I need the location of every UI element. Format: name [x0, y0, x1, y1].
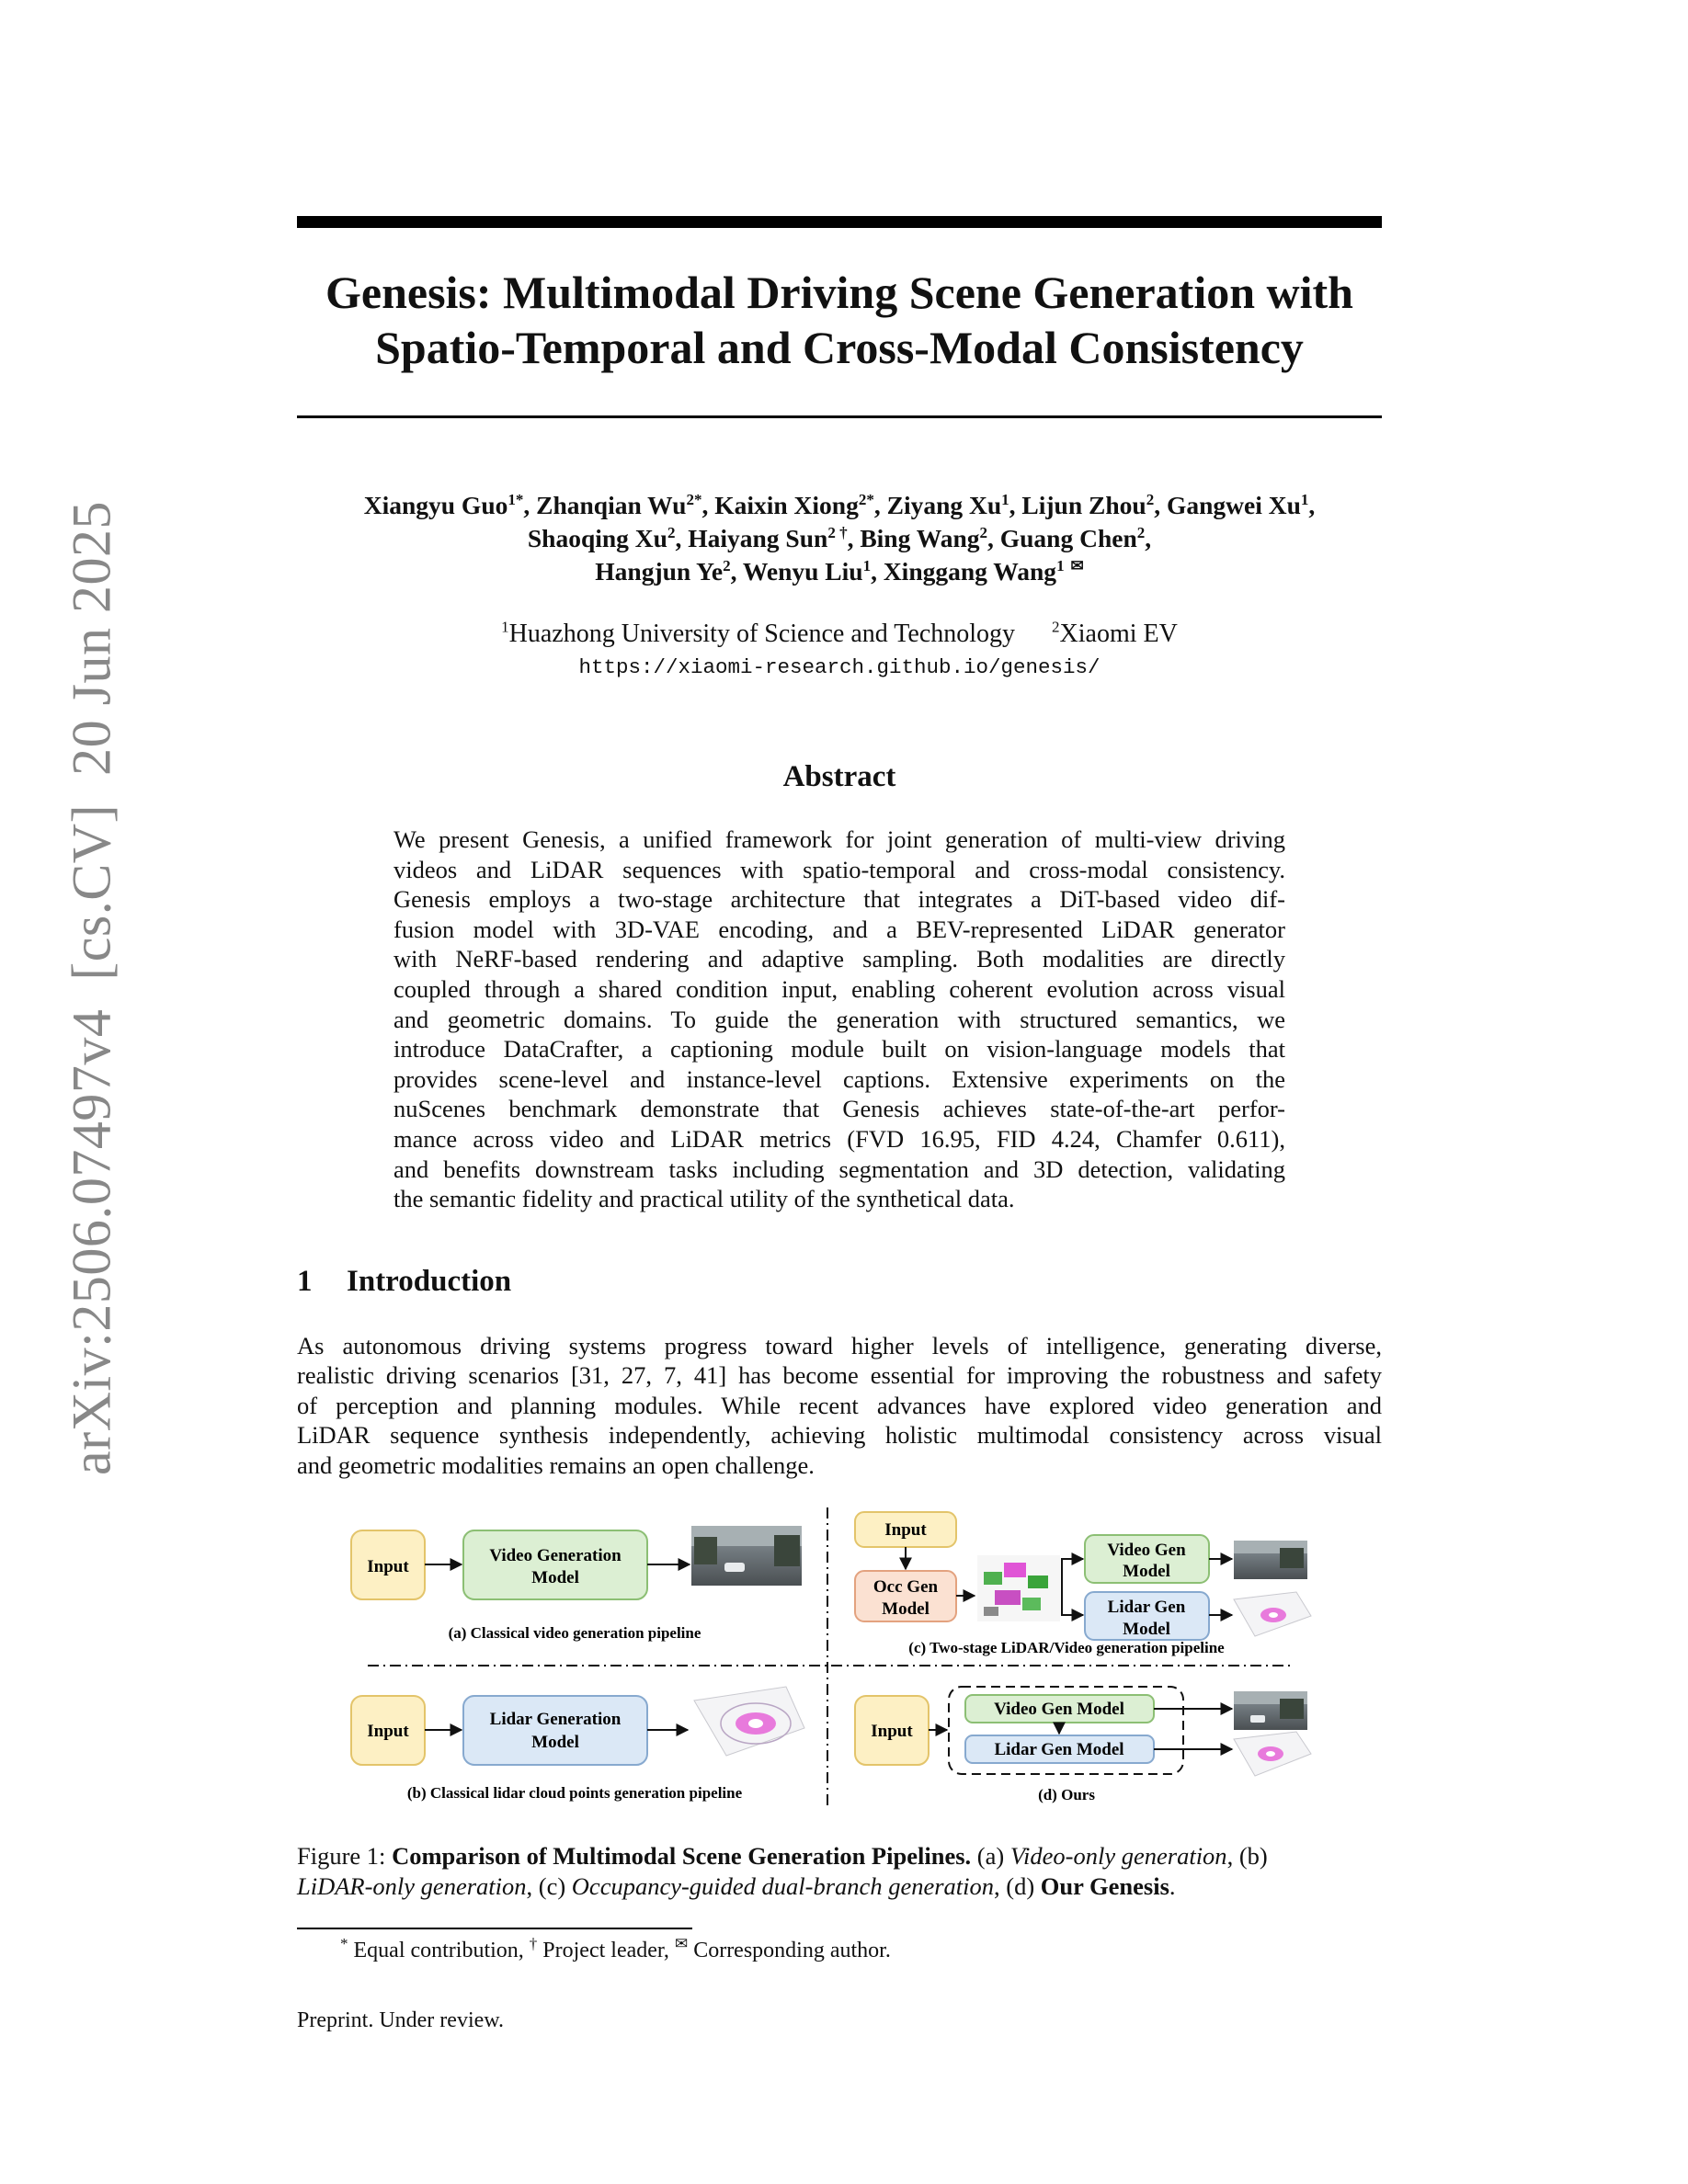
footnote-text: Corresponding author.	[688, 1939, 891, 1962]
lidar-label-line1: Lidar Gen	[1107, 1598, 1186, 1617]
abstract-line: with NeRF-based rendering and adaptive sampling. Both modalities are directly	[393, 945, 1285, 973]
author-affil-mark: 2*	[686, 490, 702, 508]
author-line-1: Xiangyu Guo$^{1*}$, Zhanqian $Wu^{2*}$, Kaixin Xiong$^{2*}$, Ziyang Xu$^1$, Lijun Zhou$^2$, Gangwei Xu$^1$,	[363, 490, 1316, 519]
author-line-2: Shaoqing Xu$^2$, Haiyang Sun$^{2 \dagger}$, Bing Wang$^2$, Guang Chen$^2$,	[527, 523, 1152, 552]
video-frame-thumbnail	[691, 1526, 802, 1586]
occ-label-line2: Model	[882, 1599, 930, 1619]
author-affil-mark: 2 †	[827, 523, 848, 541]
abstract-line: and benefits downstream tasks including segmentation and 3D detection, validating	[393, 1155, 1285, 1183]
author-affil-mark: 2	[979, 523, 987, 541]
author: Wenyu Liu	[742, 557, 863, 586]
abstract-line: coupled through a shared condition input, enabling coherent evolution across visual	[393, 974, 1285, 1003]
occ-label-line1: Occ Gen	[873, 1577, 939, 1597]
footnote	[340, 1937, 891, 1964]
introduction-paragraph	[297, 1331, 1382, 1480]
author-affil-mark: 1	[862, 556, 872, 574]
title-line-2: Spatio-Temporal and Cross-Modal Consistency	[375, 322, 1304, 373]
preprint-note: Preprint. Under review.	[297, 2008, 505, 2032]
author-affil-mark: 2	[1146, 490, 1155, 508]
author: Guang Chen	[999, 524, 1137, 552]
author-affil-mark: 1*	[508, 490, 524, 508]
title-top-rule	[297, 216, 1382, 228]
caption-line-1	[297, 1841, 1382, 1871]
lidar-generation-model-box	[463, 1696, 647, 1765]
lidar-label-line2: Model	[1123, 1620, 1170, 1639]
section-number: 1	[297, 1265, 313, 1298]
author: Haiyang Sun	[688, 524, 828, 552]
abstract-line: introduce DataCrafter, a captioning module built on vision-language models that	[393, 1035, 1285, 1064]
author: Lijun Zhou	[1021, 491, 1146, 519]
model-label-line1: Video Generation	[489, 1546, 622, 1565]
author: Hangjun Ye	[595, 557, 724, 586]
figure-1-caption	[297, 1841, 1382, 1902]
footnote-text: Equal contribution,	[348, 1939, 530, 1962]
input-label: Input	[367, 1722, 409, 1741]
caption-text: (a)	[971, 1842, 1010, 1870]
author-affil-mark: 2	[723, 556, 731, 574]
caption-italic: Video-only generation	[1009, 1842, 1227, 1870]
abstract-line: and geometric domains. To guide the generation with structured semantics, we	[393, 1005, 1285, 1033]
abstract-line: Genesis employs a two-stage architecture that integrates a DiT-based video dif-	[393, 885, 1285, 914]
panel-b	[351, 1687, 804, 1802]
occupancy-grid-thumbnail	[977, 1555, 1060, 1621]
caption-text: , (d)	[994, 1872, 1041, 1900]
video-frame-thumbnail	[1234, 1691, 1307, 1730]
caption-label: Figure 1:	[297, 1842, 393, 1870]
footnote-text: Project leader,	[537, 1939, 675, 1962]
affiliations	[297, 618, 1382, 651]
panel-d	[855, 1687, 1311, 1803]
author: Shaoqing Xu	[527, 524, 667, 552]
author-affil-mark: 1	[1001, 490, 1009, 508]
footnote-rule	[297, 1928, 692, 1929]
panel-c-caption: (c) Two-stage LiDAR/Video generation pipeline	[908, 1639, 1225, 1656]
model-label-line1: Lidar Generation	[489, 1710, 622, 1729]
arxiv-sidebar-stamp: arXiv:2506.07497v4 [cs.CV] 20 Jun 2025	[61, 501, 122, 1475]
footnote-symbol: *	[340, 1935, 348, 1952]
envelope-icon: ✉	[1070, 556, 1084, 574]
model-label-line2: Model	[531, 1568, 579, 1587]
figure-1-pipelines	[340, 1507, 1342, 1820]
intro-line: As autonomous driving systems progress toward higher levels of intelligence, generating diverse,	[297, 1332, 1382, 1359]
panel-c	[855, 1512, 1311, 1656]
caption-italic: LiDAR-only generation	[297, 1872, 527, 1900]
affil-mark: 1	[501, 618, 509, 636]
caption-line-2	[297, 1871, 1382, 1902]
abstract-line: nuScenes benchmark demonstrate that Genesis achieves state-of-the-art perfor-	[393, 1095, 1285, 1123]
envelope-icon: ✉	[674, 1935, 689, 1952]
author-affil-mark: 2*	[858, 490, 874, 508]
abstract-heading: Abstract	[782, 760, 896, 793]
abstract-line: videos and LiDAR sequences with spatio-temporal and cross-modal consistency.	[393, 855, 1285, 883]
author-affil-mark: 2	[667, 523, 676, 541]
affiliation-1: Huazhong University of Science and Technology	[508, 620, 1016, 648]
caption-italic: Occupancy-guided dual-branch generation	[571, 1872, 995, 1900]
footnote-symbol: †	[529, 1935, 538, 1952]
project-url[interactable]: https://xiaomi-research.github.io/genesis/	[578, 655, 1101, 679]
intro-line: of perception and planning modules. While recent advances have explored video generation and	[297, 1391, 1382, 1419]
caption-title: Comparison of Multimodal Scene Generation Pipelines.	[392, 1842, 972, 1870]
abstract-line: fusion model with 3D-VAE encoding, and a BEV-represented LiDAR generator	[393, 915, 1285, 943]
title-line-1: Genesis: Multimodal Driving Scene Generation with	[325, 267, 1353, 318]
lidar-point-cloud-thumbnail	[1234, 1592, 1311, 1636]
author: Xiangyu Guo	[363, 491, 508, 519]
input-label: Input	[367, 1557, 409, 1576]
author: Xinggang Wang	[883, 557, 1057, 586]
caption-text: .	[1169, 1872, 1176, 1900]
lidar-label: Lidar Gen Model	[994, 1740, 1124, 1759]
abstract-line: provides scene-level and instance-level captions. Extensive experiments on the	[393, 1064, 1285, 1093]
affil-mark: 2	[1052, 618, 1060, 636]
title-bottom-rule	[297, 415, 1382, 418]
caption-text: , (c)	[526, 1872, 572, 1900]
lidar-point-cloud-thumbnail	[1234, 1732, 1311, 1776]
caption-bold: Our Genesis	[1040, 1872, 1169, 1900]
author: Kaixin Xiong	[714, 491, 859, 519]
affiliation-2: Xiaomi EV	[1059, 620, 1178, 648]
intro-line: and geometric modalities remains an open challenge.	[297, 1450, 815, 1479]
author-affil-mark: 1	[1300, 490, 1309, 508]
author-line-3: Hangjun Ye$^2$, Wenyu Liu$^1$, Xinggang Wang$^1$ ✉	[595, 556, 1084, 586]
video-frame-thumbnail	[1234, 1541, 1307, 1579]
author: Bing Wang	[860, 524, 980, 552]
author-list	[297, 489, 1382, 588]
video-label: Video Gen Model	[994, 1700, 1124, 1719]
abstract-body	[393, 825, 1285, 1214]
paper-title	[297, 265, 1382, 375]
intro-line: realistic driving scenarios [31, 27, 7, 41] has become essential for improving the robustness and safety	[297, 1361, 1382, 1390]
input-label: Input	[871, 1722, 913, 1741]
model-label-line2: Model	[531, 1733, 579, 1752]
lidar-point-cloud-thumbnail	[694, 1687, 804, 1756]
abstract-line: mance across video and LiDAR metrics (FVD 16.95, FID 4.24, Chamfer 0.611),	[393, 1124, 1285, 1153]
panel-b-caption: (b) Classical lidar cloud points generation pipeline	[406, 1784, 743, 1802]
author: Zhanqian Wu	[536, 491, 687, 519]
video-label-line1: Video Gen	[1107, 1541, 1186, 1560]
section-heading-introduction	[297, 1263, 511, 1300]
panel-a-caption: (a) Classical video generation pipeline	[448, 1624, 701, 1642]
input-label: Input	[884, 1520, 927, 1540]
author: Gangwei Xu	[1166, 491, 1301, 519]
abstract-line: the semantic fidelity and practical utility of the synthetical data.	[393, 1185, 1015, 1213]
author: Ziyang Xu	[886, 491, 1002, 519]
panel-a	[351, 1526, 802, 1642]
abstract-line: We present Genesis, a unified framework for joint generation of multi-view driving	[393, 825, 1285, 853]
author-affil-mark: 2	[1136, 523, 1146, 541]
caption-text: , (b)	[1226, 1842, 1268, 1870]
intro-line: LiDAR sequence synthesis independently, achieving holistic multimodal consistency across visual	[297, 1421, 1382, 1450]
author-affil-mark: 1	[1056, 556, 1065, 574]
panel-d-caption: (d) Ours	[1038, 1786, 1095, 1803]
video-label-line2: Model	[1123, 1562, 1170, 1581]
section-title: Introduction	[347, 1265, 512, 1298]
